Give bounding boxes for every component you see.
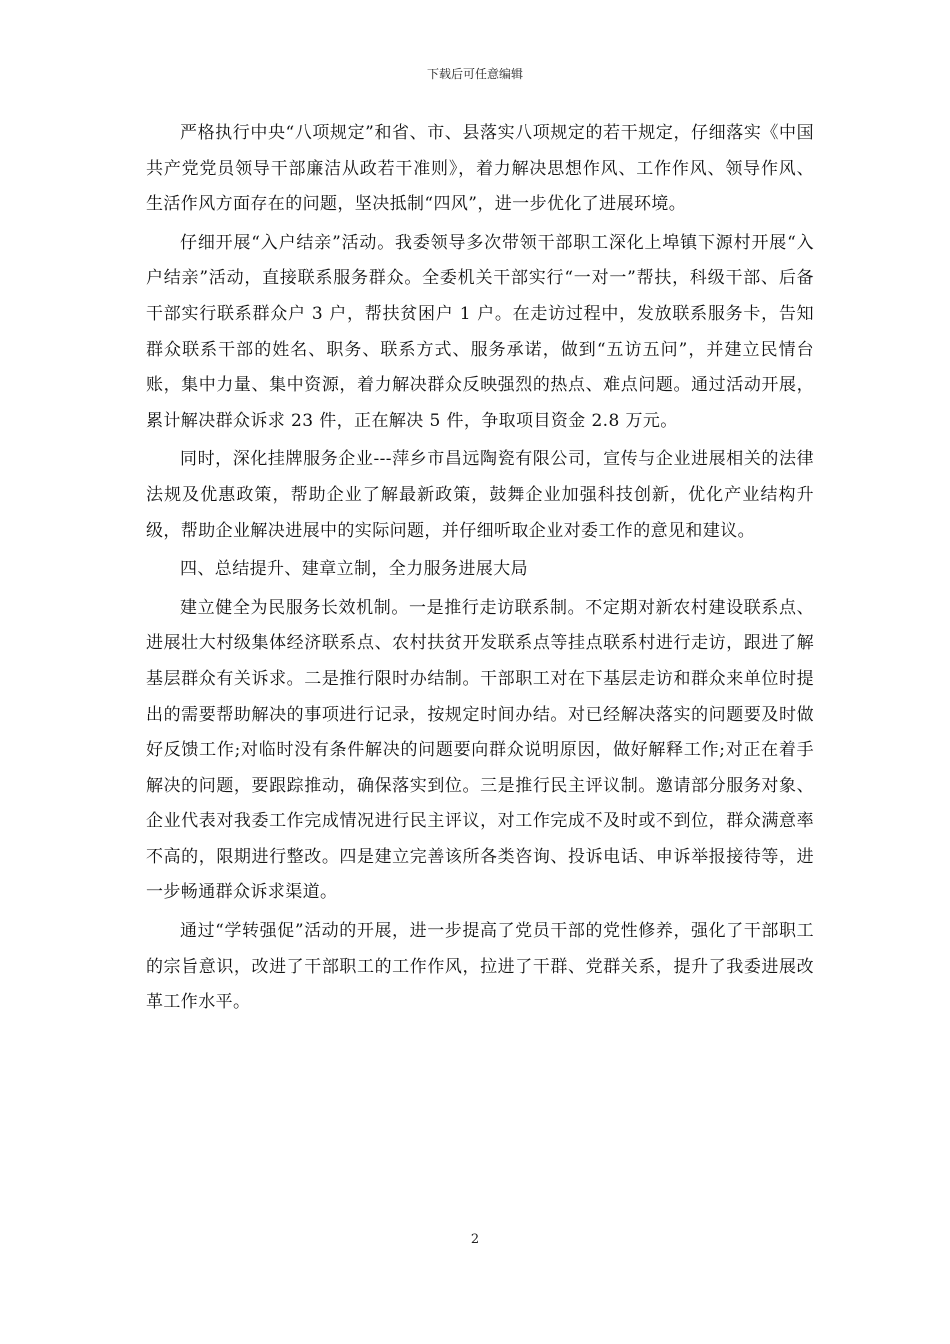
paragraph-household-visits: 仔细开展“入户结亲”活动。我委领导多次带领干部职工深化上埠镇下源村开展“入户结亲”活动，直接联系服务群众。全委机关干部实行“一对一”帮扶，科级干部、后备干部实行联系群众户 3 户，帮扶贫困户 1 户。在走访过程中，发放联系服务卡，告知群众联系干部的姓名、职务、联系方式、服务承诺，做到“五访五问”，并建立民情台账，集中力量、集中资源，着力解决群众反映强烈的热点、难点问题。通过活动开展，累计解决群众诉求 23 件，正在解决 5 件，争取项目资金 2.8 万元。 [146,232,814,431]
paragraph-service-mechanism: 建立健全为民服务长效机制。一是推行走访联系制。不定期对新农村建设联系点、进展壮大村级集体经济联系点、农村扶贫开发联系点等挂点联系村进行走访，跟进了解基层群众有关诉求。二是推行限时办结制。干部职工对在下基层走访和群众来单位时提出的需要帮助解决的事项进行记录，按规定时间办结。对已经解决落实的问题要及时做好反馈工作;对临时没有条件解决的问题要向群众说明原因，做好解释工作;对正在着手解决的问题，要跟踪推动，确保落实到位。三是推行民主评议制。邀请部分服务对象、企业代表对我委工作完成情况进行民主评议，对工作完成不及时或不到位，群众满意率不高的，限期进行整改。四是建立完善该所各类咨询、投诉电话、申诉举报接待等，进一步畅通群众诉求渠道。 [146,597,814,903]
paragraph-conclusion: 通过“学转强促”活动的开展，进一步提高了党员干部的党性修养，强化了干部职工的宗旨意识，改进了干部职工的工作作风，拉进了干群、党群关系，提升了我委进展改革工作水平。 [146,921,814,1013]
document-body [146,116,814,1024]
paragraph-work-style: 严格执行中央“八项规定”和省、市、县落实八项规定的若干规定，仔细落实《中国共产党党员领导干部廉洁从政若干准则》，着力解决思想作风、工作作风、领导作风、生活作风方面存在的问题，坚决抵制“四风”，进一步优化了进展环境。 [146,123,814,215]
paragraph-enterprise-service: 同时，深化挂牌服务企业---萍乡市昌远陶瓷有限公司，宣传与企业进展相关的法律法规及优惠政策，帮助企业了解最新政策，鼓舞企业加强科技创新，优化产业结构升级，帮助企业解决进展中的实际问题，并仔细听取企业对委工作的意见和建议。 [146,449,814,541]
page-header: 下载后可任意编辑 [426,67,523,81]
section-heading-four: 四、总结提升、建章立制，全力服务进展大局 [180,559,528,580]
page-number: 2 [470,1232,480,1247]
